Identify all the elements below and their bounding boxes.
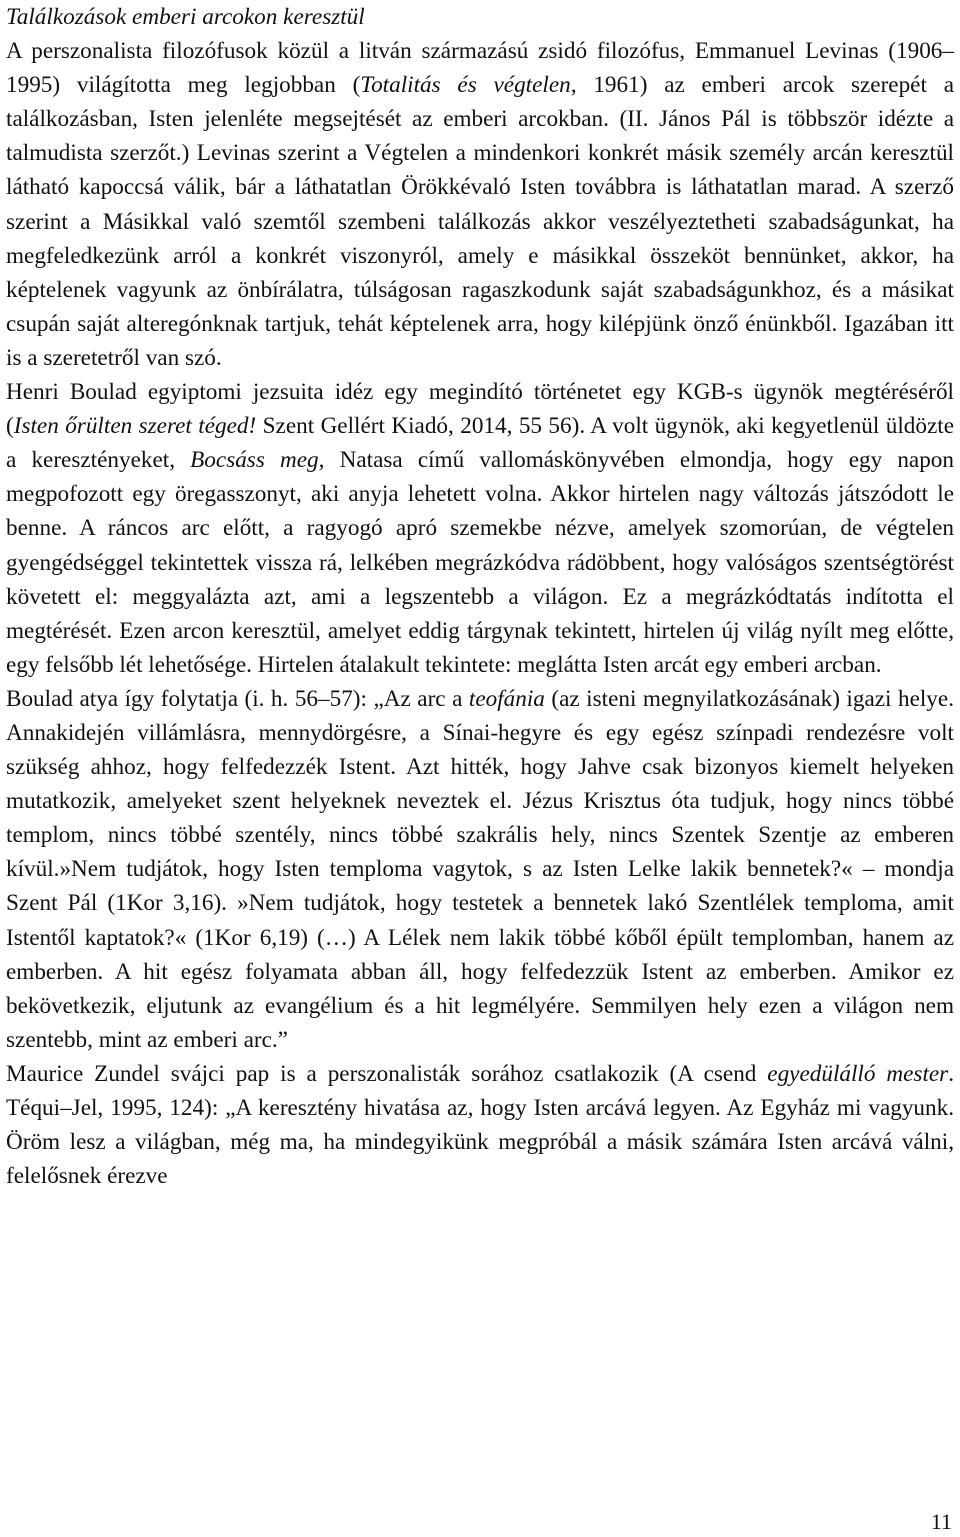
section-title: Találkozások emberi arcokon keresztül — [6, 4, 365, 30]
text-run: , 1961) az emberi arcok szerepét a találkozásban, Isten jelenléte megsejtését az emberi arcokban. (II. János Pál is többször idézte a talmudista szerzőt.) Levinas szerint a Végtelen a mindenkori konkrét másik személy arcán keresztül látható kapoccsá válik, bár a láthatatlan Örökkévaló Isten továbbra is láthatatlan marad. A szerző szerint a Másikkal való szemtől szembeni találkozás akkor veszélyeztetheti szabadságunkat, ha megfeledkezünk arról a konkrét viszonyról, amely e másikkal összeköt bennünket, akkor, ha képtelenek vagyunk az önbírálatra, túlságosan ragaszkodunk saját szabadságunkhoz, és a másikat csupán saját alteregónknak tartjuk, tehát képtelenek arra, hogy kilépjünk önző énünkből. Igazában itt is a szeretetről van szó. — [6, 72, 954, 371]
text-run: (az isteni megnyilatkozásának) igazi helye. Annakidején villámlásra, mennydörgésre, a Sínai-hegyre és egy egész színpadi rendezésre volt szükség ahhoz, hogy felfedezzék Istent. Azt hitték, hogy Jahve csak bizonyos kiemelt helyeken mutatkozik, amelyeket szent helyeknek neveztek el. Jézus Krisztus óta tudjuk, hogy nincs többé templom, nincs többé szentély, nincs többé szakrális hely, nincs Szentek Szentje az emberen kívül.»Nem tudjátok, hogy Isten temploma vagytok, s az Isten Lelke lakik bennetek?« – mondja Szent Pál (1Kor 3,16). »Nem tudjátok, hogy testetek a bennetek lakó Szentlélek temploma, amit Istentől kaptatok?« (1Kor 6,19) (…) A Lélek nem lakik többé kőből épült templomban, hanem az emberben. A hit egész folyamata abban áll, hogy felfedezzük Istent az emberben. Amikor ez bekövetkezik, eljutunk az evangélium és a hit legmélyére. Semmilyen hely ezen a világon nem szentebb, mint az emberi arc.” — [6, 685, 954, 1053]
book-title-italic: Bocsáss meg, — [190, 447, 325, 474]
page-number: 11 — [930, 1509, 952, 1534]
paragraph-boulad-story — [6, 375, 954, 682]
book-title-italic: egyedülálló mester — [767, 1060, 949, 1087]
text-run: Boulad atya így folytatja (i. h. 56–57): „Az arc a — [6, 685, 469, 712]
document-page — [6, 0, 954, 1193]
text-run: Henri Boulad egyiptomi jezsuita idéz egy megindító történetet egy KGB-s ügynök megtéréséről ( — [6, 379, 954, 440]
text-run: . Téqui–Jel, 1995, 124): „A keresztény hivatása az, hogy Isten arcává legyen. Az Egyház mi vagyunk. Öröm lesz a világban, még ma, ha mindegyikünk megpróbál a másik számára Isten arcává válni, felelősnek érezve — [6, 1060, 954, 1190]
text-run: A perszonalista filozófusok közül a litván származású zsidó filozófus, Emmanuel Levinas (1906–1995) világította meg legjobban ( — [6, 38, 954, 99]
paragraph-boulad-quote — [6, 682, 954, 1057]
book-title-italic: Totalitás és végtelen — [360, 72, 571, 99]
term-italic: teofánia — [468, 685, 545, 712]
paragraph-zundel — [6, 1057, 954, 1193]
text-run: Szent Gellért Kiadó, 2014, 55 56). A volt ügynök, aki kegyetlenül üldözte a keresztényeket, — [6, 413, 954, 474]
text-run: Maurice Zundel svájci pap is a perszonalisták sorához csatlakozik (A csend — [6, 1060, 768, 1087]
text-run: Natasa című vallomáskönyvében elmondja, hogy egy napon megpofozott egy öregasszonyt, aki anyja lehetett volna. Akkor hirtelen nagy változás játszódott le benne. A ráncos arc előtt, a ragyogó apró szemekbe nézve, amelyek szomorúan, de végtelen gyengédséggel tekintettek vissza rá, lelkében megrázkódva rádöbbent, hogy valóságos szentségtörést követett el: meggyalázta azt, ami a legszentebb a világon. Ez a megrázkódtatás indította el megtérését. Ezen arcon keresztül, amelyet eddig tárgynak tekintett, hirtelen új világ nyílt meg előtte, egy felsőbb lét lehetősége. Hirtelen átalakult tekintete: meglátta Isten arcát egy emberi arcban. — [6, 447, 954, 678]
paragraph-levinas — [6, 34, 954, 375]
book-title-italic: Isten őrülten szeret téged! — [13, 413, 257, 440]
